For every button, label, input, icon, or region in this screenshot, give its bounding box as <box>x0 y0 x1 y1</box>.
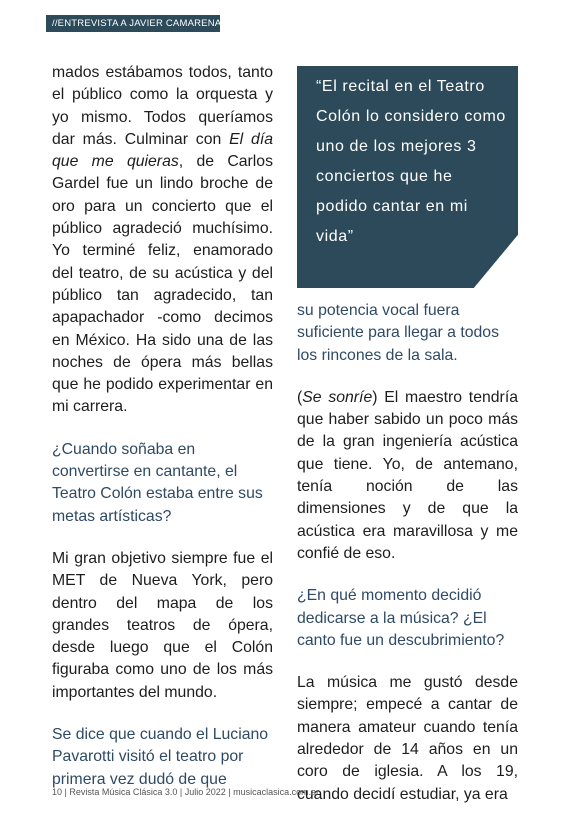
interview-question: ¿Cuando soñaba en convertirse en cantante, el Teatro Colón estaba entre sus metas artísticas? <box>52 440 263 525</box>
paragraph-text: mados estábamos todos, tanto el público como la orquesta y yo mismo. Todos queríamos dar más. Culminar con <box>52 64 273 148</box>
section-tag: //ENTREVISTA A JAVIER CAMARENA// <box>46 15 220 32</box>
right-column <box>297 300 518 806</box>
stage-direction: Se sonríe <box>302 388 373 406</box>
paragraph: (Se sonríe) El maestro tendría que haber sabido un poco más de la gran ingeniería acústica que tiene. Yo, de antemano, tenía noción de las dimensiones y de que la acústica era maravillosa y me confié de eso. <box>297 388 518 562</box>
interview-question: Se dice que cuando el Luciano Pavarotti visitó el teatro por primera vez dudó de que <box>52 726 269 788</box>
paragraph: Mi gran objetivo siempre fue el MET de Nueva York, pero dentro del mapa de los grandes teatros de ópera, desde luego que el Colón figuraba como uno de los más importantes del mundo. <box>52 549 273 701</box>
left-column <box>52 62 273 791</box>
paragraph: La música me gustó desde siempre; empecé a cantar de manera amateur cuando tenía alrededor de 14 años en un coro de iglesia. A los 19, cuando decidí estudiar, ya era <box>297 674 518 803</box>
paragraph <box>52 62 273 419</box>
paragraph-text: , de Carlos Gardel fue un lindo broche de oro para un concierto que el público agradeció muchísimo. Yo terminé feliz, enamorado del teatro, de su acústica y del público tan agradecido, tan apapachador -como decimos en México. Ha sido una de las noches de ópera más bellas que he podido experimentar en mi carrera. <box>52 153 273 416</box>
song-title: El día que me quieras <box>52 130 273 171</box>
paragraph-text: El maestro tendría que haber sabido un poco más de la gran ingeniería acústica que tiene. Yo, de antemano, tenía noción de las dimensiones y de que la acústica era maravillosa y me confié de eso. <box>297 388 518 562</box>
interview-question: ¿En qué momento decidió dedicarse a la música? ¿El canto fue un descubrimiento? <box>297 587 505 649</box>
interview-question-continued: su potencia vocal fuera suficiente para llegar a todos los rincones de la sala. <box>297 302 499 364</box>
pull-quote: “El recital en el Teatro Colón lo considero como uno de los mejores 3 conciertos que he podido cantar en mi vida” <box>316 78 506 245</box>
page-footer: 10 | Revista Música Clásica 3.0 | Julio 2022 | musicaclasica.com.ar <box>52 787 320 797</box>
